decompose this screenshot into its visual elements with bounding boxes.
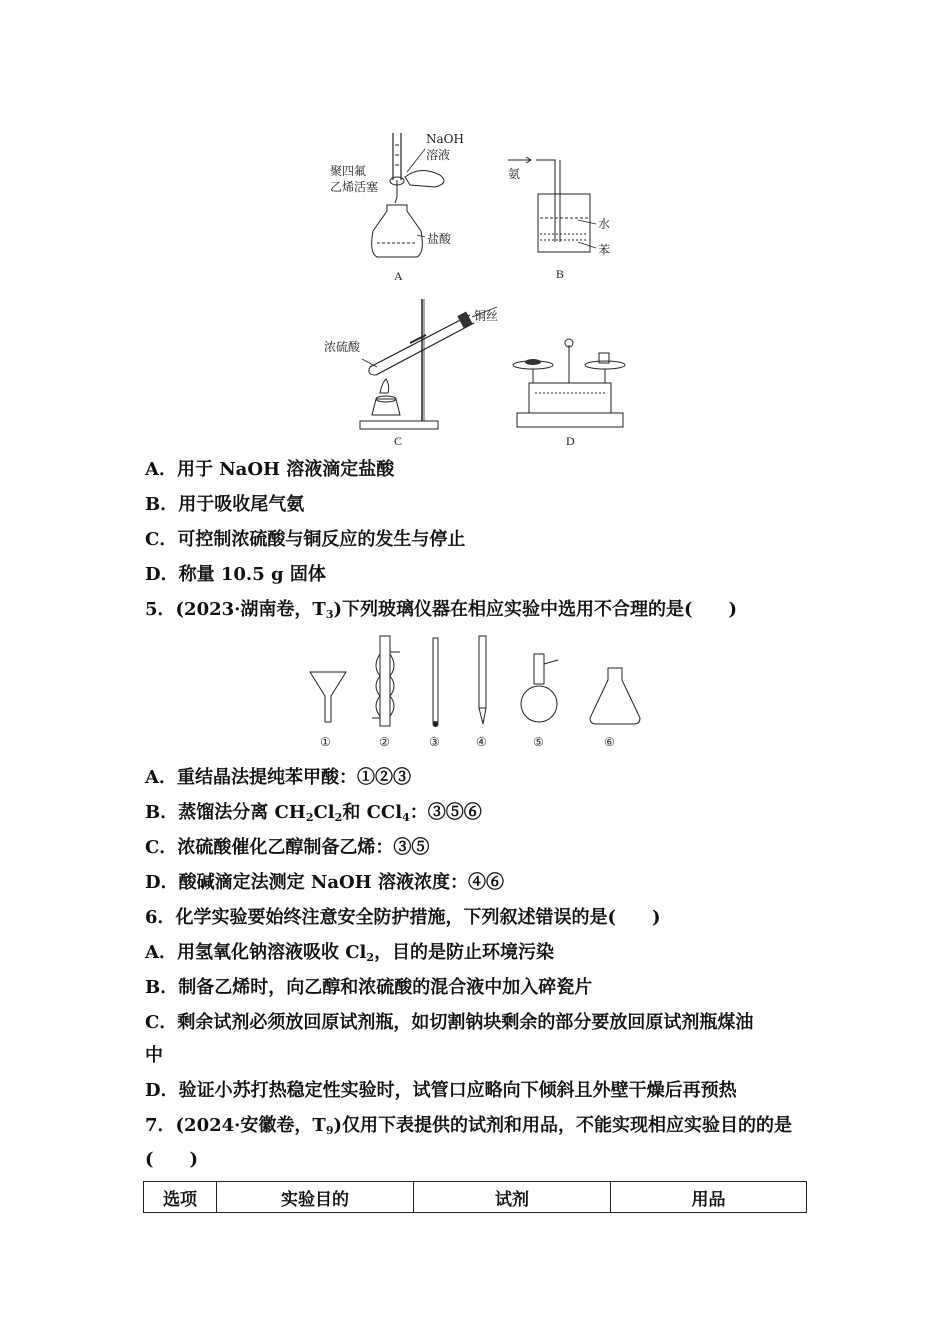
figure-c-label-conc-h2so4: 浓硫酸 — [324, 340, 361, 354]
q6-option-c-line2: 中 — [145, 1045, 163, 1066]
q5-option-a: A．重结晶法提纯苯甲酸：①②③ — [145, 767, 411, 788]
figure-a-label-naoh: NaOH — [426, 132, 464, 146]
q5-option-d: D．酸碱滴定法测定 NaOH 溶液浓度：④⑥ — [145, 872, 504, 893]
q7-stem-line2: ( ) — [145, 1149, 199, 1170]
figure-c-caption: C — [394, 434, 403, 448]
q5-stem-sub: 3 — [325, 608, 334, 621]
figure-b-label-ammonia: 氨 — [508, 167, 521, 181]
figure-q5-glassware — [300, 632, 650, 754]
q6-a-prefix: A．用氢氧化钠溶液吸收 Cl — [145, 942, 367, 963]
figure-a-label-stopcock: 乙烯活塞 — [330, 180, 379, 194]
q7-table — [143, 1181, 807, 1213]
q5-stem-prefix: 5．(2023·湖南卷，T — [145, 599, 326, 620]
q7-header-option: 选项 — [144, 1182, 217, 1213]
q5-b-sub2: 2 — [334, 811, 343, 824]
instrument-number-4: ④ — [476, 735, 487, 749]
q5-b-mid2: 和 CCl — [342, 802, 403, 823]
q4-option-b: B．用于吸收尾气氨 — [145, 494, 305, 515]
q5-b-suffix: ：③⑤⑥ — [409, 802, 482, 823]
q5-b-prefix: B．蒸馏法分离 CH — [145, 802, 306, 823]
q5-option-c: C．浓硫酸催化乙醇制备乙烯：③⑤ — [145, 837, 430, 858]
figure-a-caption: A — [394, 269, 403, 283]
q6-option-c-line1: C．剩余试剂必须放回原试剂瓶，如切割钠块剩余的部分要放回原试剂瓶煤油 — [145, 1012, 754, 1033]
figure-a-label-hcl: 盐酸 — [427, 232, 452, 246]
figure-c-label-copper-wire: 铜丝 — [473, 309, 498, 323]
q4-option-d: D．称量 10.5 g 固体 — [145, 564, 326, 585]
figure-a-label-ptfe: 聚四氟 — [330, 164, 367, 178]
q5-stem-suffix: )下列玻璃仪器在相应实验中选用不合理的是( ) — [333, 599, 738, 620]
q5-stem — [145, 599, 737, 626]
q6-stem: 6．化学实验要始终注意安全防护措施，下列叙述错误的是( ) — [145, 907, 661, 928]
figure-c-copper-reaction — [322, 295, 512, 450]
q7-stem-sub: 9 — [325, 1124, 334, 1137]
q6-a-sub: 2 — [366, 951, 375, 964]
figure-b-label-benzene: 苯 — [598, 243, 611, 257]
q7-header-purpose: 实验目的 — [217, 1182, 414, 1213]
q7-header-reagent: 试剂 — [414, 1182, 611, 1213]
instrument-number-6: ⑥ — [604, 735, 615, 749]
q7-stem — [145, 1115, 792, 1142]
instrument-number-5: ⑤ — [533, 735, 544, 749]
q5-b-sub1: 2 — [305, 811, 314, 824]
figure-d-balance — [505, 335, 635, 450]
figure-b-absorption — [500, 150, 630, 285]
figure-a-titration — [325, 125, 465, 285]
q6-option-a — [145, 942, 554, 969]
q7-stem-prefix: 7．(2024·安徽卷，T — [145, 1115, 326, 1136]
figure-a-label-solution: 溶液 — [426, 148, 451, 162]
q7-header-supplies: 用品 — [611, 1182, 807, 1213]
q5-b-mid1: Cl — [313, 802, 335, 823]
instrument-number-2: ② — [379, 735, 390, 749]
figure-b-label-water: 水 — [598, 217, 611, 231]
q6-a-suffix: ，目的是防止环境污染 — [374, 942, 555, 963]
q4-option-a: A．用于 NaOH 溶液滴定盐酸 — [145, 459, 395, 480]
q6-option-d: D．验证小苏打热稳定性实验时，试管口应略向下倾斜且外壁干燥后再预热 — [145, 1080, 737, 1101]
q5-option-b — [145, 802, 482, 829]
instrument-number-1: ① — [320, 735, 331, 749]
q6-option-b: B．制备乙烯时，向乙醇和浓硫酸的混合液中加入碎瓷片 — [145, 977, 593, 998]
q7-stem-suffix: )仅用下表提供的试剂和用品，不能实现相应实验目的的是 — [333, 1115, 792, 1136]
figure-b-caption: B — [556, 267, 565, 281]
q4-option-c: C．可控制浓硫酸与铜反应的发生与停止 — [145, 529, 466, 550]
figure-d-caption: D — [566, 434, 575, 448]
instrument-number-3: ③ — [429, 735, 440, 749]
q5-b-sub3: 4 — [402, 811, 410, 824]
q7-table-header-row — [144, 1182, 807, 1213]
